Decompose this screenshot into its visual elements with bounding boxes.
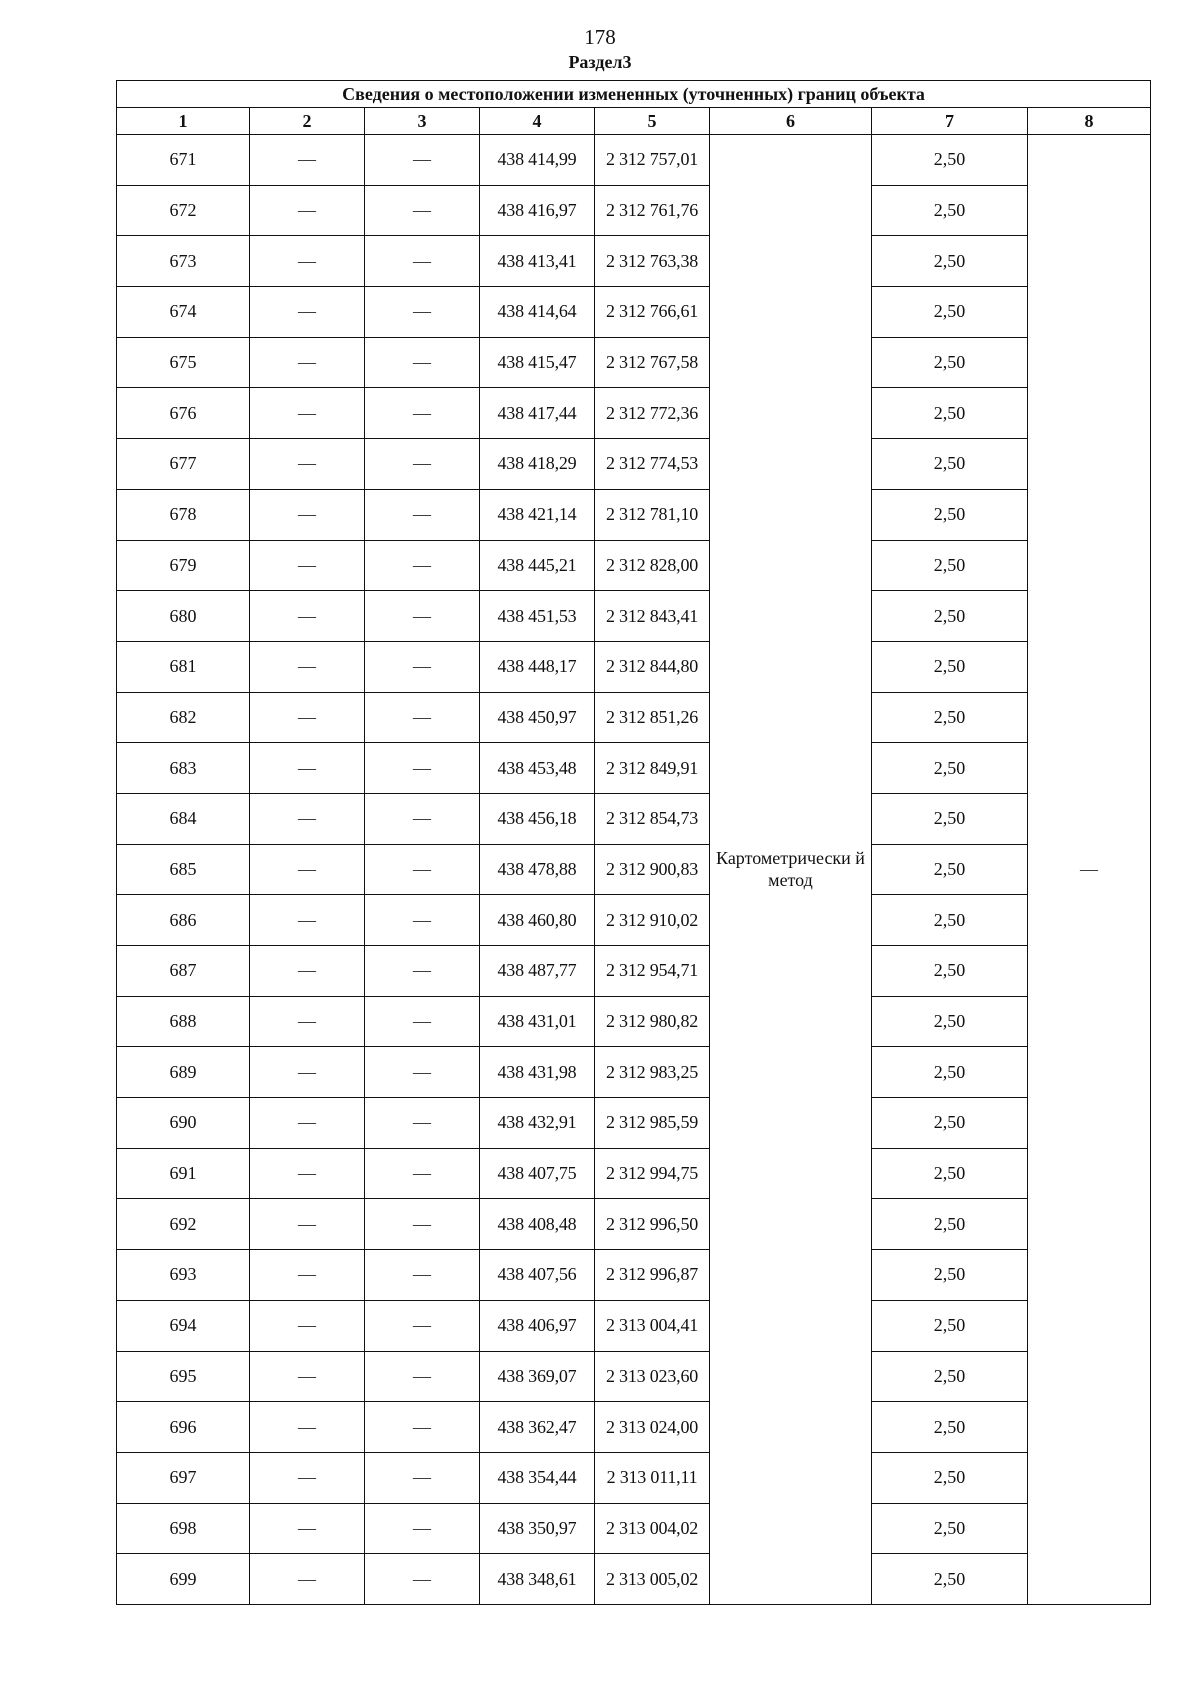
x-coordinate-cell: 438 450,97 <box>480 692 595 743</box>
table-row <box>117 287 1151 338</box>
column-3-cell: — <box>365 439 480 490</box>
point-number-cell: 691 <box>117 1148 250 1199</box>
column-2-cell: — <box>250 185 365 236</box>
y-coordinate-cell: 2 312 772,36 <box>595 388 710 439</box>
column-3-cell: — <box>365 1351 480 1402</box>
table-row <box>117 743 1151 794</box>
table-row <box>117 844 1151 895</box>
table-row <box>117 996 1151 1047</box>
point-number-cell: 698 <box>117 1503 250 1554</box>
column-3-cell: — <box>365 1503 480 1554</box>
precision-cell: 2,50 <box>872 641 1028 692</box>
column-2-cell: — <box>250 540 365 591</box>
y-coordinate-cell: 2 312 994,75 <box>595 1148 710 1199</box>
point-number-cell: 693 <box>117 1250 250 1301</box>
table-row <box>117 1199 1151 1250</box>
x-coordinate-cell: 438 451,53 <box>480 591 595 642</box>
precision-cell: 2,50 <box>872 1503 1028 1554</box>
table-row <box>117 1098 1151 1149</box>
column-3-cell: — <box>365 895 480 946</box>
column-2-cell: — <box>250 895 365 946</box>
y-coordinate-cell: 2 312 983,25 <box>595 1047 710 1098</box>
precision-cell: 2,50 <box>872 743 1028 794</box>
column-2-cell: — <box>250 1503 365 1554</box>
column-3-cell: — <box>365 641 480 692</box>
table-row <box>117 1452 1151 1503</box>
point-number-cell: 695 <box>117 1351 250 1402</box>
column-3-cell: — <box>365 946 480 997</box>
column-2-cell: — <box>250 1300 365 1351</box>
precision-cell: 2,50 <box>872 946 1028 997</box>
column-2-cell: — <box>250 1554 365 1605</box>
x-coordinate-cell: 438 348,61 <box>480 1554 595 1605</box>
x-coordinate-cell: 438 354,44 <box>480 1452 595 1503</box>
column-number-header: 2 <box>250 108 365 135</box>
point-number-cell: 687 <box>117 946 250 997</box>
table-row <box>117 1554 1151 1605</box>
precision-cell: 2,50 <box>872 844 1028 895</box>
precision-cell: 2,50 <box>872 439 1028 490</box>
x-coordinate-cell: 438 431,01 <box>480 996 595 1047</box>
boundary-coordinates-table <box>116 80 1151 1605</box>
table-row <box>117 793 1151 844</box>
point-number-cell: 685 <box>117 844 250 895</box>
column-3-cell: — <box>365 540 480 591</box>
column-number-header: 7 <box>872 108 1028 135</box>
y-coordinate-cell: 2 313 011,11 <box>595 1452 710 1503</box>
precision-cell: 2,50 <box>872 1047 1028 1098</box>
column-3-cell: — <box>365 692 480 743</box>
column-2-cell: — <box>250 489 365 540</box>
point-number-cell: 684 <box>117 793 250 844</box>
column-number-header: 8 <box>1028 108 1151 135</box>
y-coordinate-cell: 2 312 980,82 <box>595 996 710 1047</box>
point-number-cell: 673 <box>117 236 250 287</box>
column-2-cell: — <box>250 1250 365 1301</box>
column-3-cell: — <box>365 1250 480 1301</box>
point-number-cell: 694 <box>117 1300 250 1351</box>
column-3-cell: — <box>365 287 480 338</box>
column-3-cell: — <box>365 135 480 186</box>
x-coordinate-cell: 438 406,97 <box>480 1300 595 1351</box>
x-coordinate-cell: 438 453,48 <box>480 743 595 794</box>
y-coordinate-cell: 2 312 996,87 <box>595 1250 710 1301</box>
column-number-header: 5 <box>595 108 710 135</box>
precision-cell: 2,50 <box>872 1250 1028 1301</box>
point-number-cell: 688 <box>117 996 250 1047</box>
table-row <box>117 1250 1151 1301</box>
page-number: 178 <box>584 25 616 49</box>
table-body <box>117 135 1151 1605</box>
column-2-cell: — <box>250 946 365 997</box>
x-coordinate-cell: 438 417,44 <box>480 388 595 439</box>
table-row <box>117 135 1151 186</box>
precision-cell: 2,50 <box>872 135 1028 186</box>
column-2-cell: — <box>250 135 365 186</box>
point-number-cell: 682 <box>117 692 250 743</box>
precision-cell: 2,50 <box>872 236 1028 287</box>
x-coordinate-cell: 438 416,97 <box>480 185 595 236</box>
y-coordinate-cell: 2 312 763,38 <box>595 236 710 287</box>
precision-cell: 2,50 <box>872 1148 1028 1199</box>
x-coordinate-cell: 438 432,91 <box>480 1098 595 1149</box>
column-2-cell: — <box>250 641 365 692</box>
column-8-cell: — <box>1028 135 1151 1605</box>
column-2-cell: — <box>250 388 365 439</box>
y-coordinate-cell: 2 312 757,01 <box>595 135 710 186</box>
column-3-cell: — <box>365 1554 480 1605</box>
precision-cell: 2,50 <box>872 692 1028 743</box>
table-row <box>117 540 1151 591</box>
column-3-cell: — <box>365 996 480 1047</box>
x-coordinate-cell: 438 431,98 <box>480 1047 595 1098</box>
column-2-cell: — <box>250 591 365 642</box>
precision-cell: 2,50 <box>872 793 1028 844</box>
column-3-cell: — <box>365 185 480 236</box>
point-number-cell: 680 <box>117 591 250 642</box>
table-row <box>117 692 1151 743</box>
column-2-cell: — <box>250 236 365 287</box>
table-caption: Сведения о местоположении измененных (уточненных) границ объекта <box>117 81 1151 108</box>
column-2-cell: — <box>250 1402 365 1453</box>
y-coordinate-cell: 2 313 004,41 <box>595 1300 710 1351</box>
column-3-cell: — <box>365 743 480 794</box>
x-coordinate-cell: 438 487,77 <box>480 946 595 997</box>
y-coordinate-cell: 2 312 851,26 <box>595 692 710 743</box>
column-3-cell: — <box>365 489 480 540</box>
precision-cell: 2,50 <box>872 1199 1028 1250</box>
table-row <box>117 236 1151 287</box>
table-row <box>117 1402 1151 1453</box>
y-coordinate-cell: 2 312 985,59 <box>595 1098 710 1149</box>
point-number-cell: 699 <box>117 1554 250 1605</box>
y-coordinate-cell: 2 313 024,00 <box>595 1402 710 1453</box>
point-number-cell: 672 <box>117 185 250 236</box>
table-row <box>117 1047 1151 1098</box>
column-3-cell: — <box>365 1402 480 1453</box>
column-3-cell: — <box>365 591 480 642</box>
x-coordinate-cell: 438 415,47 <box>480 337 595 388</box>
x-coordinate-cell: 438 350,97 <box>480 1503 595 1554</box>
column-number-header: 3 <box>365 108 480 135</box>
method-cell: Картометрически й метод <box>710 135 872 1605</box>
column-3-cell: — <box>365 1148 480 1199</box>
x-coordinate-cell: 438 407,56 <box>480 1250 595 1301</box>
column-2-cell: — <box>250 1098 365 1149</box>
x-coordinate-cell: 438 421,14 <box>480 489 595 540</box>
column-2-cell: — <box>250 1351 365 1402</box>
column-3-cell: — <box>365 793 480 844</box>
column-3-cell: — <box>365 1300 480 1351</box>
point-number-cell: 683 <box>117 743 250 794</box>
column-3-cell: — <box>365 1047 480 1098</box>
point-number-cell: 696 <box>117 1402 250 1453</box>
x-coordinate-cell: 438 418,29 <box>480 439 595 490</box>
precision-cell: 2,50 <box>872 895 1028 946</box>
y-coordinate-cell: 2 312 854,73 <box>595 793 710 844</box>
table-row <box>117 1503 1151 1554</box>
precision-cell: 2,50 <box>872 337 1028 388</box>
column-3-cell: — <box>365 844 480 895</box>
precision-cell: 2,50 <box>872 287 1028 338</box>
table-row <box>117 489 1151 540</box>
y-coordinate-cell: 2 312 781,10 <box>595 489 710 540</box>
precision-cell: 2,50 <box>872 1402 1028 1453</box>
table-row <box>117 641 1151 692</box>
column-2-cell: — <box>250 1047 365 1098</box>
table-row <box>117 1300 1151 1351</box>
column-3-cell: — <box>365 337 480 388</box>
point-number-cell: 689 <box>117 1047 250 1098</box>
x-coordinate-cell: 438 448,17 <box>480 641 595 692</box>
x-coordinate-cell: 438 456,18 <box>480 793 595 844</box>
y-coordinate-cell: 2 312 766,61 <box>595 287 710 338</box>
table-row <box>117 946 1151 997</box>
column-3-cell: — <box>365 236 480 287</box>
point-number-cell: 674 <box>117 287 250 338</box>
y-coordinate-cell: 2 313 023,60 <box>595 1351 710 1402</box>
column-3-cell: — <box>365 1452 480 1503</box>
precision-cell: 2,50 <box>872 388 1028 439</box>
precision-cell: 2,50 <box>872 1452 1028 1503</box>
column-number-header: 6 <box>710 108 872 135</box>
x-coordinate-cell: 438 413,41 <box>480 236 595 287</box>
column-3-cell: — <box>365 1199 480 1250</box>
column-3-cell: — <box>365 1098 480 1149</box>
y-coordinate-cell: 2 312 843,41 <box>595 591 710 642</box>
y-coordinate-cell: 2 312 849,91 <box>595 743 710 794</box>
column-2-cell: — <box>250 793 365 844</box>
x-coordinate-cell: 438 445,21 <box>480 540 595 591</box>
precision-cell: 2,50 <box>872 591 1028 642</box>
column-2-cell: — <box>250 439 365 490</box>
x-coordinate-cell: 438 369,07 <box>480 1351 595 1402</box>
point-number-cell: 697 <box>117 1452 250 1503</box>
table-row <box>117 439 1151 490</box>
table-row <box>117 895 1151 946</box>
table-row <box>117 185 1151 236</box>
y-coordinate-cell: 2 312 828,00 <box>595 540 710 591</box>
table-row <box>117 1351 1151 1402</box>
x-coordinate-cell: 438 414,64 <box>480 287 595 338</box>
point-number-cell: 676 <box>117 388 250 439</box>
column-numbers-row <box>117 108 1151 135</box>
column-2-cell: — <box>250 844 365 895</box>
precision-cell: 2,50 <box>872 1300 1028 1351</box>
y-coordinate-cell: 2 312 996,50 <box>595 1199 710 1250</box>
point-number-cell: 675 <box>117 337 250 388</box>
column-number-header: 1 <box>117 108 250 135</box>
y-coordinate-cell: 2 312 954,71 <box>595 946 710 997</box>
point-number-cell: 692 <box>117 1199 250 1250</box>
column-2-cell: — <box>250 1452 365 1503</box>
point-number-cell: 679 <box>117 540 250 591</box>
section-title: Раздел3 <box>568 52 632 72</box>
table-row <box>117 337 1151 388</box>
table-row <box>117 1148 1151 1199</box>
column-3-cell: — <box>365 388 480 439</box>
column-2-cell: — <box>250 1148 365 1199</box>
x-coordinate-cell: 438 362,47 <box>480 1402 595 1453</box>
precision-cell: 2,50 <box>872 1351 1028 1402</box>
precision-cell: 2,50 <box>872 1554 1028 1605</box>
point-number-cell: 686 <box>117 895 250 946</box>
column-2-cell: — <box>250 337 365 388</box>
point-number-cell: 690 <box>117 1098 250 1149</box>
precision-cell: 2,50 <box>872 540 1028 591</box>
precision-cell: 2,50 <box>872 185 1028 236</box>
table-row <box>117 591 1151 642</box>
y-coordinate-cell: 2 312 761,76 <box>595 185 710 236</box>
x-coordinate-cell: 438 414,99 <box>480 135 595 186</box>
column-2-cell: — <box>250 743 365 794</box>
precision-cell: 2,50 <box>872 1098 1028 1149</box>
x-coordinate-cell: 438 460,80 <box>480 895 595 946</box>
point-number-cell: 678 <box>117 489 250 540</box>
precision-cell: 2,50 <box>872 489 1028 540</box>
precision-cell: 2,50 <box>872 996 1028 1047</box>
table-row <box>117 388 1151 439</box>
y-coordinate-cell: 2 313 005,02 <box>595 1554 710 1605</box>
y-coordinate-cell: 2 313 004,02 <box>595 1503 710 1554</box>
x-coordinate-cell: 438 408,48 <box>480 1199 595 1250</box>
column-2-cell: — <box>250 1199 365 1250</box>
y-coordinate-cell: 2 312 910,02 <box>595 895 710 946</box>
x-coordinate-cell: 438 407,75 <box>480 1148 595 1199</box>
point-number-cell: 677 <box>117 439 250 490</box>
y-coordinate-cell: 2 312 767,58 <box>595 337 710 388</box>
y-coordinate-cell: 2 312 844,80 <box>595 641 710 692</box>
y-coordinate-cell: 2 312 900,83 <box>595 844 710 895</box>
point-number-cell: 671 <box>117 135 250 186</box>
y-coordinate-cell: 2 312 774,53 <box>595 439 710 490</box>
column-number-header: 4 <box>480 108 595 135</box>
column-2-cell: — <box>250 996 365 1047</box>
column-2-cell: — <box>250 692 365 743</box>
point-number-cell: 681 <box>117 641 250 692</box>
column-2-cell: — <box>250 287 365 338</box>
x-coordinate-cell: 438 478,88 <box>480 844 595 895</box>
